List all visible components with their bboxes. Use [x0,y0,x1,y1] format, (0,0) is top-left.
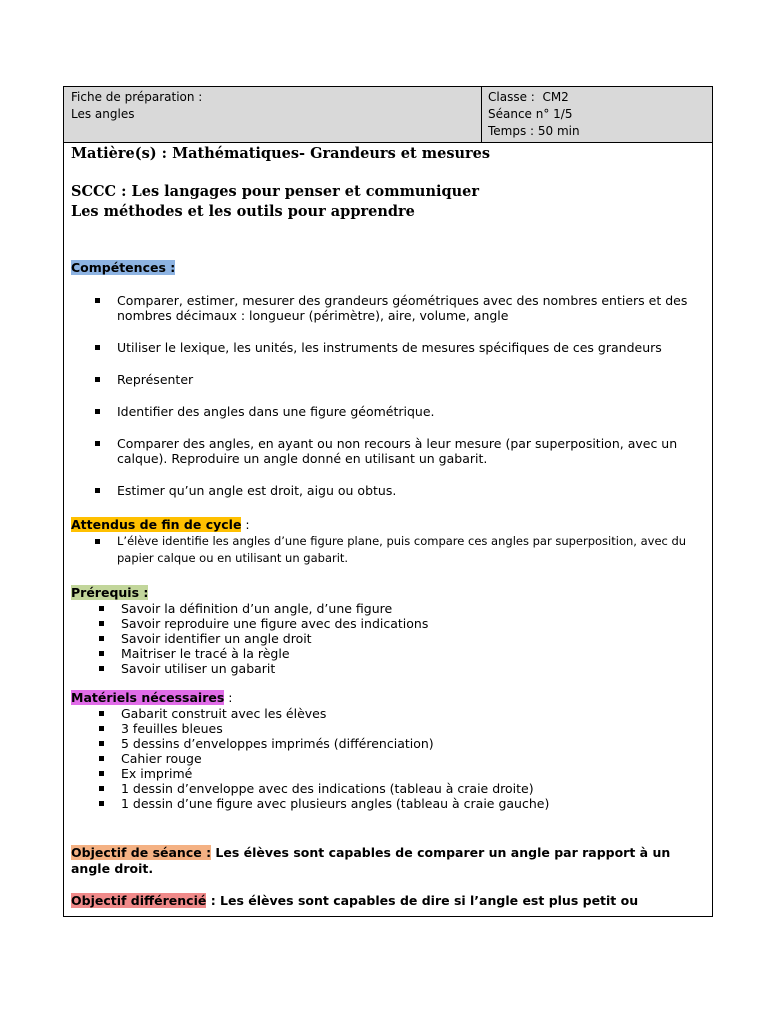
materiels-label: Matériels nécessaires [71,690,225,705]
sccc-title-line1: SCCC : Les langages pour penser et communiquer [71,183,480,200]
objectif-differencie [71,893,704,909]
square-bullet-icon [95,298,100,303]
list-item: Ex imprimé [71,766,704,781]
square-bullet-icon [95,539,100,544]
list-item: Identifier des angles dans une figure géométrique. [71,404,704,419]
square-bullet-icon [95,377,100,382]
square-bullet-icon [99,651,104,656]
attendus-list [71,533,704,567]
square-bullet-icon [99,666,104,671]
square-bullet-icon [99,756,104,761]
list-item: Cahier rouge [71,751,704,766]
list-item: Comparer, estimer, mesurer des grandeurs géométriques avec des nombres entiers et des nombres décimaux : longueur (périmètre), aire, volume, angle [71,293,704,323]
temps-text: Temps : 50 min [488,124,580,138]
square-bullet-icon [99,741,104,746]
attendus-label: Attendus de fin de cycle [71,517,242,532]
objectif-label: Objectif de séance : [71,845,212,860]
seance-text: Séance n° 1/5 [488,107,573,121]
list-item: Maitriser le tracé à la règle [71,646,704,661]
prerequis-list [71,601,704,676]
list-item: Savoir utiliser un gabarit [71,661,704,676]
list-item: 5 dessins d’enveloppes imprimés (différenciation) [71,736,704,751]
prerequis-heading [71,584,704,601]
header-row [64,87,712,143]
fiche-label: Fiche de préparation : [71,90,203,104]
classe-text: Classe : CM2 [488,90,569,104]
competences-label: Compétences : [71,260,176,275]
square-bullet-icon [99,771,104,776]
square-bullet-icon [99,711,104,716]
list-item: Représenter [71,372,704,387]
sccc-title-line2: Les méthodes et les outils pour apprendre [71,203,415,220]
square-bullet-icon [99,726,104,731]
list-item: L’élève identifie les angles d’une figure plane, puis compare ces angles par superposition, avec du papier calque ou en utilisant un gabarit. [71,533,704,567]
content-cell [64,144,712,909]
objectif-diff-label: Objectif différencié [71,893,207,908]
square-bullet-icon [99,636,104,641]
square-bullet-icon [99,786,104,791]
square-bullet-icon [99,606,104,611]
prerequis-label: Prérequis : [71,585,149,600]
list-item: Utiliser le lexique, les unités, les instruments de mesures spécifiques de ces grandeurs [71,340,704,355]
materiels-suffix: : [224,690,233,705]
competences-list [71,293,704,498]
attendus-suffix: : [241,517,250,532]
list-item: 1 dessin d’enveloppe avec des indications (tableau à craie droite) [71,781,704,796]
list-item: 3 feuilles bleues [71,721,704,736]
list-item: Estimer qu’un angle est droit, aigu ou obtus. [71,483,704,498]
square-bullet-icon [95,409,100,414]
square-bullet-icon [95,441,100,446]
square-bullet-icon [99,801,104,806]
header-fiche-cell [64,87,482,142]
square-bullet-icon [95,345,100,350]
list-item: Gabarit construit avec les élèves [71,706,704,721]
attendus-heading [71,517,704,533]
list-item: Savoir la définition d’un angle, d’une figure [71,601,704,616]
preparation-table [63,86,713,917]
materiels-list [71,706,704,811]
list-item: Savoir reproduire une figure avec des indications [71,616,704,631]
materiels-heading [71,690,704,706]
header-info-cell [482,87,712,142]
list-item: Savoir identifier un angle droit [71,631,704,646]
list-item: 1 dessin d’une figure avec plusieurs angles (tableau à craie gauche) [71,796,704,811]
matiere-title: Matière(s) : Mathématiques- Grandeurs et mesures [71,145,491,162]
list-item: Comparer des angles, en ayant ou non recours à leur mesure (par superposition, avec un calque). Reproduire un angle donné en utilisant un gabarit. [71,436,704,466]
objectif-text: Les élèves sont capables de comparer un angle par rapport à un angle droit. [71,845,671,876]
objectif-seance [71,845,704,877]
square-bullet-icon [95,488,100,493]
fiche-title: Les angles [71,107,135,121]
square-bullet-icon [99,621,104,626]
competences-heading [71,257,704,276]
objectif-diff-text: : Les élèves sont capables de dire si l’angle est plus petit ou [206,893,639,908]
